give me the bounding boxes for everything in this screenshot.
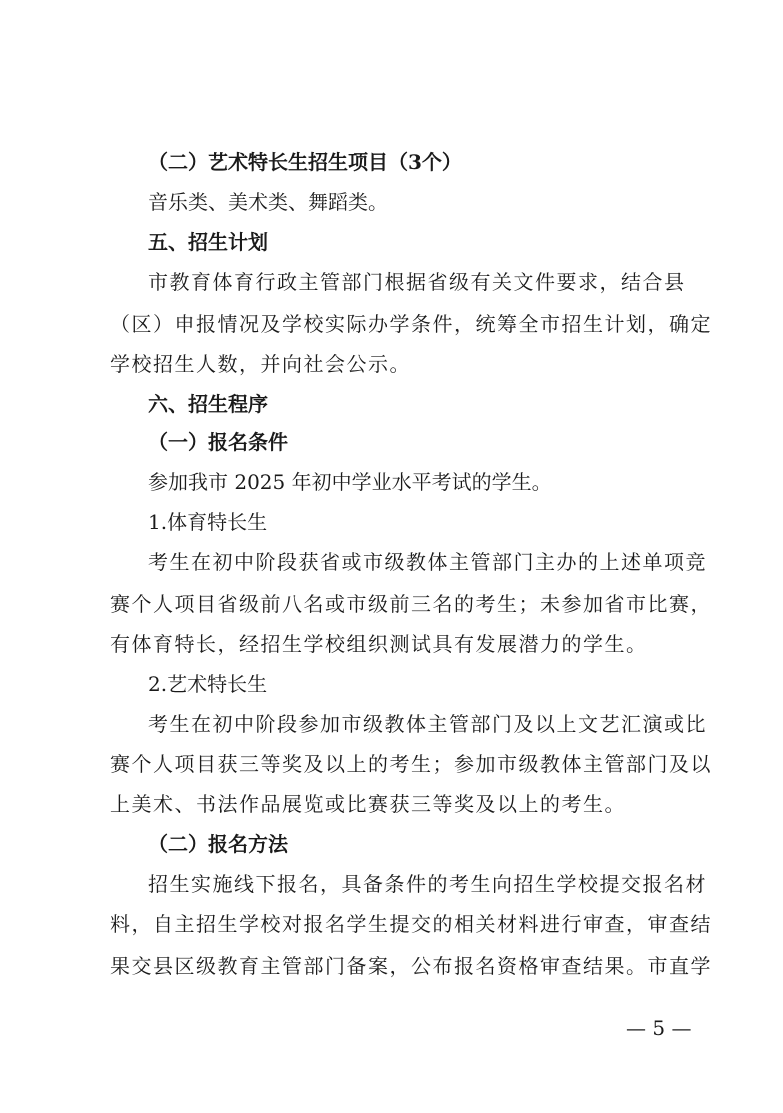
art-section-content: 音乐类、美术类、舞蹈类。 <box>148 190 388 214</box>
sub2-line: 果交县区级教育主管部门备案，公布报名资格审查结果。市直学 <box>110 954 712 978</box>
item2-line: 赛个人项目获三等奖及以上的考生；参加市级教体主管部门及以 <box>110 752 712 776</box>
item2-line: 上美术、书法作品展览或比赛获三等奖及以上的考生。 <box>110 792 626 816</box>
section5-line: （区）申报情况及学校实际办学条件，统筹全市招生计划，确定 <box>110 312 712 336</box>
sub2-title: （二）报名方法 <box>148 832 288 856</box>
item2-line: 考生在初中阶段参加市级教体主管部门及以上文艺汇演或比 <box>148 712 707 736</box>
item1-line: 有体育特长，经招生学校组织测试具有发展潜力的学生。 <box>110 632 648 656</box>
sub2-line: 招生实施线下报名，具备条件的考生向招生学校提交报名材 <box>148 872 707 896</box>
item1-title: 1.体育特长生 <box>148 510 268 534</box>
section5-line: 学校招生人数，并向社会公示。 <box>110 352 411 376</box>
page-number: — 5 — <box>626 1016 692 1040</box>
item1-line: 考生在初中阶段获省或市级教体主管部门主办的上述单项竞 <box>148 550 707 574</box>
section6-heading: 六、招生程序 <box>148 392 268 416</box>
section5-line: 市教育体育行政主管部门根据省级有关文件要求，结合县 <box>148 270 686 294</box>
art-section-title: （二）艺术特长生招生项目（3个） <box>148 150 462 174</box>
sub2-line: 料，自主招生学校对报名学生提交的相关材料进行审查，审查结 <box>110 912 712 936</box>
item1-line: 赛个人项目省级前八名或市级前三名的考生；未参加省市比赛， <box>110 592 712 616</box>
item2-title: 2.艺术特长生 <box>148 672 268 696</box>
sub1-intro: 参加我市 2025 年初中学业水平考试的学生。 <box>148 470 552 494</box>
section5-heading: 五、招生计划 <box>148 230 268 254</box>
sub1-title: （一）报名条件 <box>148 430 288 454</box>
